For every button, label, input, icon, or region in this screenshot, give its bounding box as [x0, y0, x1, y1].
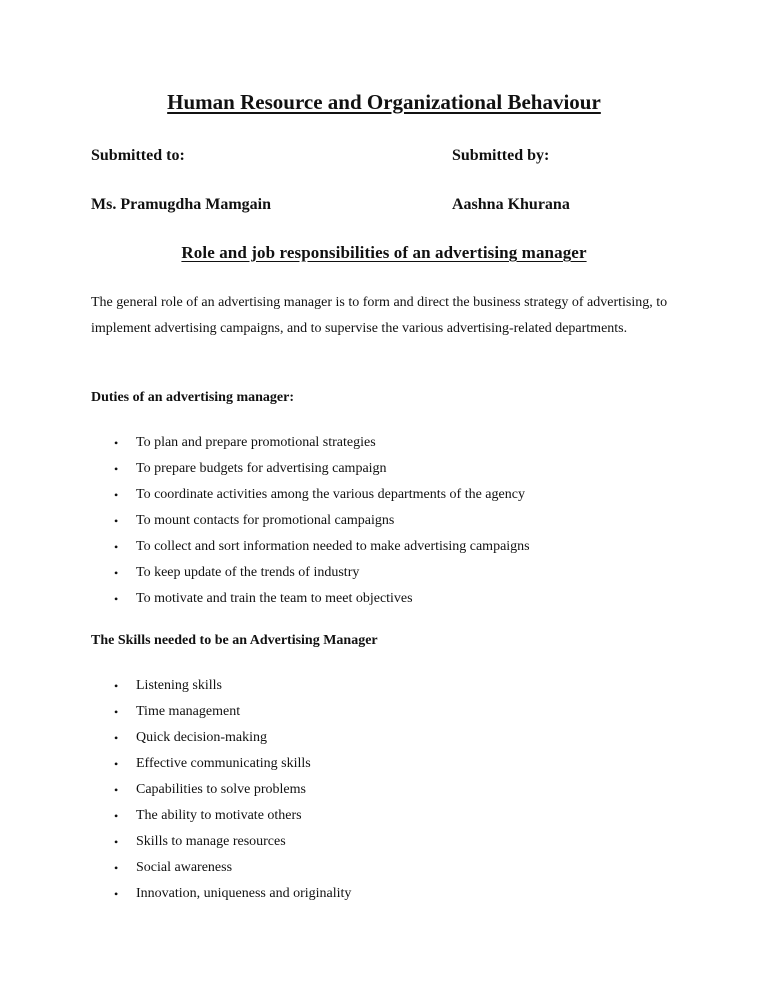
skills-heading: The Skills needed to be an Advertising Manager — [91, 633, 378, 648]
duties-list — [0, 430, 530, 612]
duty-item — [0, 560, 530, 586]
section-subtitle: Role and job responsibilities of an advertising manager — [181, 243, 587, 262]
document-title: Human Resource and Organizational Behaviour — [167, 90, 601, 114]
skill-item — [0, 855, 351, 881]
submitted-to-label: Submitted to: — [91, 147, 185, 164]
bullet-icon: • — [114, 566, 119, 580]
skill-item — [0, 881, 351, 907]
skill-item — [0, 751, 351, 777]
duty-item-text: To mount contacts for promotional campaigns — [136, 513, 395, 528]
submitted-by-name: Aashna Khurana — [452, 196, 570, 213]
skill-item — [0, 829, 351, 855]
duties-heading: Duties of an advertising manager: — [91, 390, 294, 405]
duty-item-text: To plan and prepare promotional strategies — [136, 435, 376, 450]
skill-item — [0, 673, 351, 699]
submitted-by-label: Submitted by: — [452, 147, 550, 164]
bullet-icon: • — [114, 887, 119, 901]
skill-item — [0, 803, 351, 829]
bullet-icon: • — [114, 514, 119, 528]
duty-item — [0, 586, 530, 612]
bullet-icon: • — [114, 436, 119, 450]
bullet-icon: • — [114, 462, 119, 476]
bullet-icon: • — [114, 705, 119, 719]
duty-item-text: To keep update of the trends of industry — [136, 565, 360, 580]
bullet-icon: • — [114, 757, 119, 771]
skills-list — [0, 673, 351, 907]
bullet-icon: • — [114, 679, 119, 693]
bullet-icon: • — [114, 861, 119, 875]
bullet-icon: • — [114, 809, 119, 823]
bullet-icon: • — [114, 592, 119, 606]
skill-item-text: Social awareness — [136, 860, 233, 875]
skill-item — [0, 725, 351, 751]
skill-item-text: Capabilities to solve problems — [136, 782, 306, 797]
bullet-icon: • — [114, 835, 119, 849]
skill-item-text: Quick decision-making — [136, 730, 268, 745]
skill-item-text: Listening skills — [136, 678, 222, 693]
bullet-icon: • — [114, 488, 119, 502]
duty-item — [0, 508, 530, 534]
duty-item — [0, 456, 530, 482]
skill-item — [0, 699, 351, 725]
duty-item — [0, 430, 530, 456]
skill-item-text: Effective communicating skills — [136, 756, 311, 771]
skill-item-text: Innovation, uniqueness and originality — [136, 886, 352, 901]
duty-item-text: To coordinate activities among the various departments of the agency — [136, 487, 525, 502]
skill-item-text: Time management — [136, 704, 241, 719]
bullet-icon: • — [114, 783, 119, 797]
skill-item-text: Skills to manage resources — [136, 834, 286, 849]
duty-item-text: To motivate and train the team to meet objectives — [136, 591, 413, 606]
duty-item — [0, 534, 530, 560]
duty-item — [0, 482, 530, 508]
skill-item — [0, 777, 351, 803]
duty-item-text: To collect and sort information needed to make advertising campaigns — [136, 539, 530, 554]
bullet-icon: • — [114, 540, 119, 554]
submitted-to-name: Ms. Pramugdha Mamgain — [91, 196, 271, 213]
duty-item-text: To prepare budgets for advertising campaign — [136, 461, 387, 476]
bullet-icon: • — [114, 731, 119, 745]
intro-paragraph: The general role of an advertising manager is to form and direct the business strategy of advertising, to implement advertising campaigns, and to supervise the various advertising-related departments. — [91, 295, 668, 336]
skill-item-text: The ability to motivate others — [136, 808, 302, 823]
